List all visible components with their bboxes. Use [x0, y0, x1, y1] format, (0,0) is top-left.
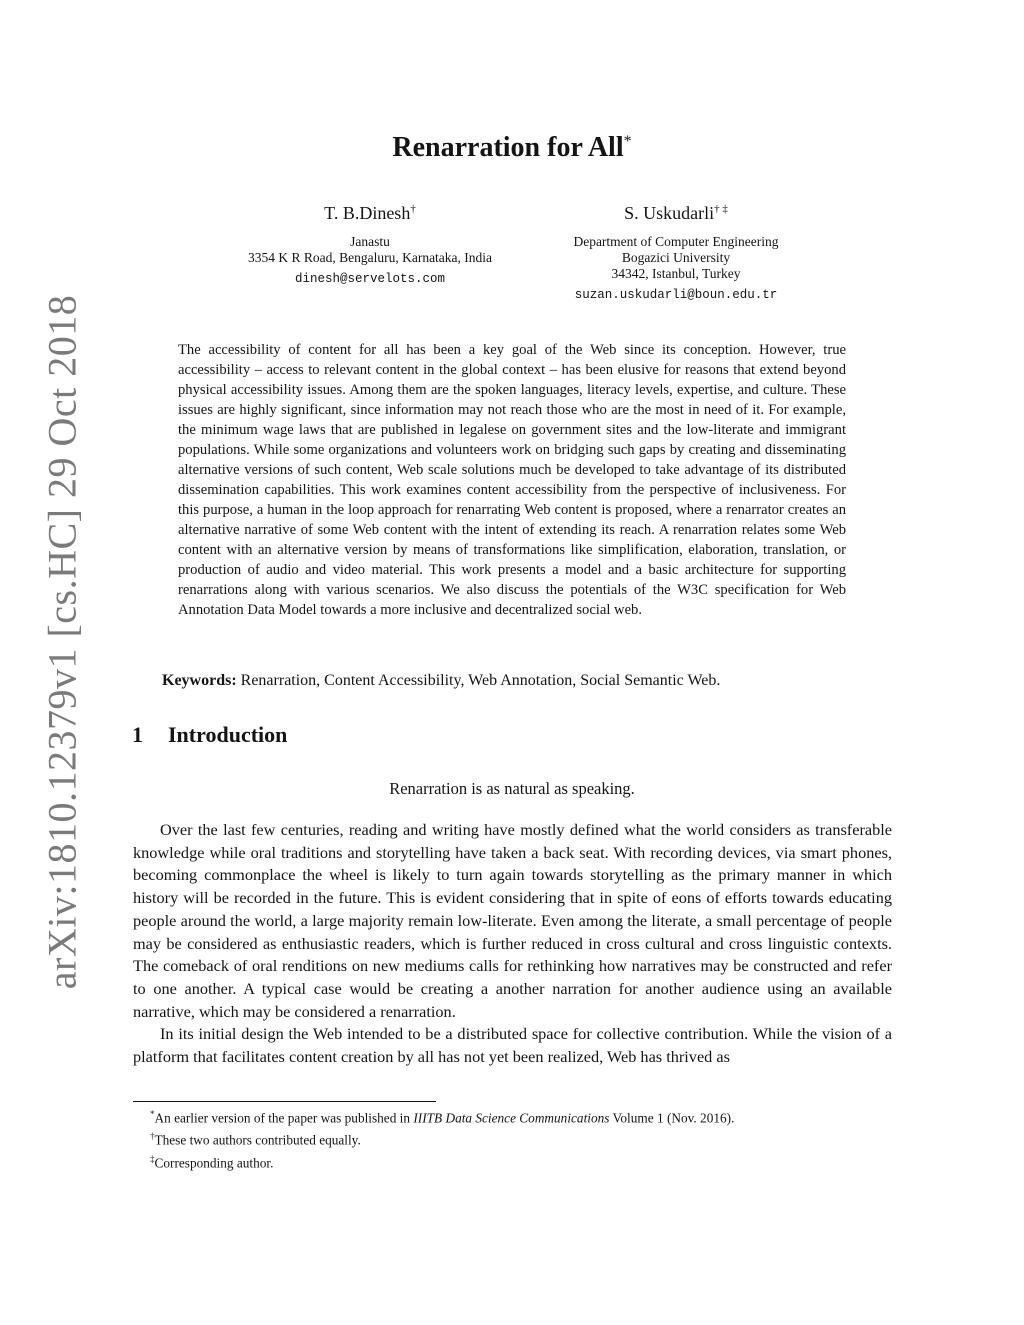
- keywords-label: Keywords:: [162, 672, 237, 689]
- paper-title-text: Renarration for All: [392, 132, 624, 163]
- arxiv-identifier-stamp: arXiv:1810.12379v1 [cs.HC] 29 Oct 2018: [39, 294, 85, 990]
- abstract: The accessibility of content for all has been a key goal of the Web since its conception. However, true accessibility – access to relevant content in the global context – has been elusive for reasons that extend beyond physical accessibility issues. Among them are the spoken languages, literacy levels, expertise, and culture. These issues are highly significant, since information may not reach those who are the most in need of it. For example, the minimum wage laws that are published in legalese on government sites and the low-literate and immigrant populations. While some organizations and volunteers work on bridging such gaps by creating and disseminating alternative versions of such content, Web scale solutions much be developed to take advantage of its distributed dissemination capabilities. This work examines content accessibility from the perspective of inclusiveness. For this purpose, a human in the loop approach for renarrating Web content is proposed, where a renarrator creates an alternative narrative of some Web content with the intent of extending its reach. A renarration relates some Web content with an alternative version by means of transformations like simplification, elaboration, translation, or production of audio and video material. This work presents a model and a basic architecture for supporting renarrations along with various scenarios. We also discuss the potentials of the W3C specification for Web Annotation Data Model towards a more inclusive and decentralized social web.: [178, 342, 846, 618]
- author-email: dinesh@servelots.com: [294, 272, 446, 286]
- body-paragraph: In its initial design the Web intended to be a distributed space for collective contribution. While the vision of a platform that facilitates content creation by all has not yet been realized, Web has thrived as: [133, 1024, 892, 1067]
- author-affiliation-line: 34342, Istanbul, Turkey: [611, 266, 741, 281]
- keywords: [162, 670, 882, 692]
- author-name-text: T. B.Dinesh: [324, 203, 411, 223]
- footnotes: [150, 1105, 890, 1172]
- footnote-mark: ‡: [150, 1153, 155, 1164]
- author-email: suzan.uskudarli@boun.edu.tr: [574, 288, 778, 302]
- footnote: [150, 1127, 890, 1149]
- footnote: [150, 1150, 890, 1172]
- footnote: [150, 1105, 890, 1127]
- epigraph: Renarration is as natural as speaking.: [389, 779, 635, 798]
- keywords-text: Renarration, Content Accessibility, Web Annotation, Social Semantic Web.: [240, 672, 721, 689]
- footnote-text: Volume 1 (Nov. 2016).: [609, 1110, 735, 1126]
- title-footnote-mark: *: [623, 133, 632, 150]
- footnote-text: These two authors contributed equally.: [154, 1132, 361, 1148]
- footnote-venue: IIITB Data Science Communications: [413, 1110, 610, 1126]
- body-paragraph: Over the last few centuries, reading and writing have mostly defined what the world considers as transferable knowledge while oral traditions and storytelling have taken a back seat. With recording devices, via smart phones, becoming commonplace the wheel is likely to turn again towards storytelling as the primary manner in which history will be recorded in the future. This is evident considering that in spite of eons of efforts towards educating people around the world, a large majority remain low-literate. Even among the literate, a small percentage of people may be considered as enthusiastic readers, which is further reduced in cross cultural and cross linguistic contexts. The comeback of oral renditions on new mediums calls for rethinking how narratives may be constructed and refer to one another. A typical case would be creating a another narration for another audience using an available narrative, which may be considered a renarration.: [133, 820, 892, 1021]
- author-affiliation-line: Bogazici University: [621, 250, 731, 265]
- author-affiliation-line: Department of Computer Engineering: [573, 234, 779, 249]
- body-text: [133, 819, 892, 1069]
- section-heading: [132, 722, 287, 748]
- footnote-divider: [133, 1101, 436, 1102]
- author-footnote-marks: †: [410, 203, 416, 215]
- author-affiliation-line: Janastu: [350, 234, 390, 249]
- footnote-mark: †: [150, 1131, 155, 1142]
- section-title: Introduction: [168, 722, 288, 747]
- footnote-text: Corresponding author.: [154, 1155, 274, 1171]
- author-block-2: [486, 203, 866, 302]
- author-affiliation-line: 3354 K R Road, Bengaluru, Karnataka, India: [247, 250, 493, 265]
- paper-title: [0, 132, 1024, 164]
- author-name-text: S. Uskudarli: [624, 203, 715, 223]
- footnote-mark: *: [150, 1109, 155, 1119]
- author-footnote-marks: † ‡: [714, 203, 728, 215]
- author-name: [486, 203, 866, 224]
- section-number: 1: [132, 722, 143, 747]
- footnote-text: An earlier version of the paper was published in: [154, 1110, 414, 1126]
